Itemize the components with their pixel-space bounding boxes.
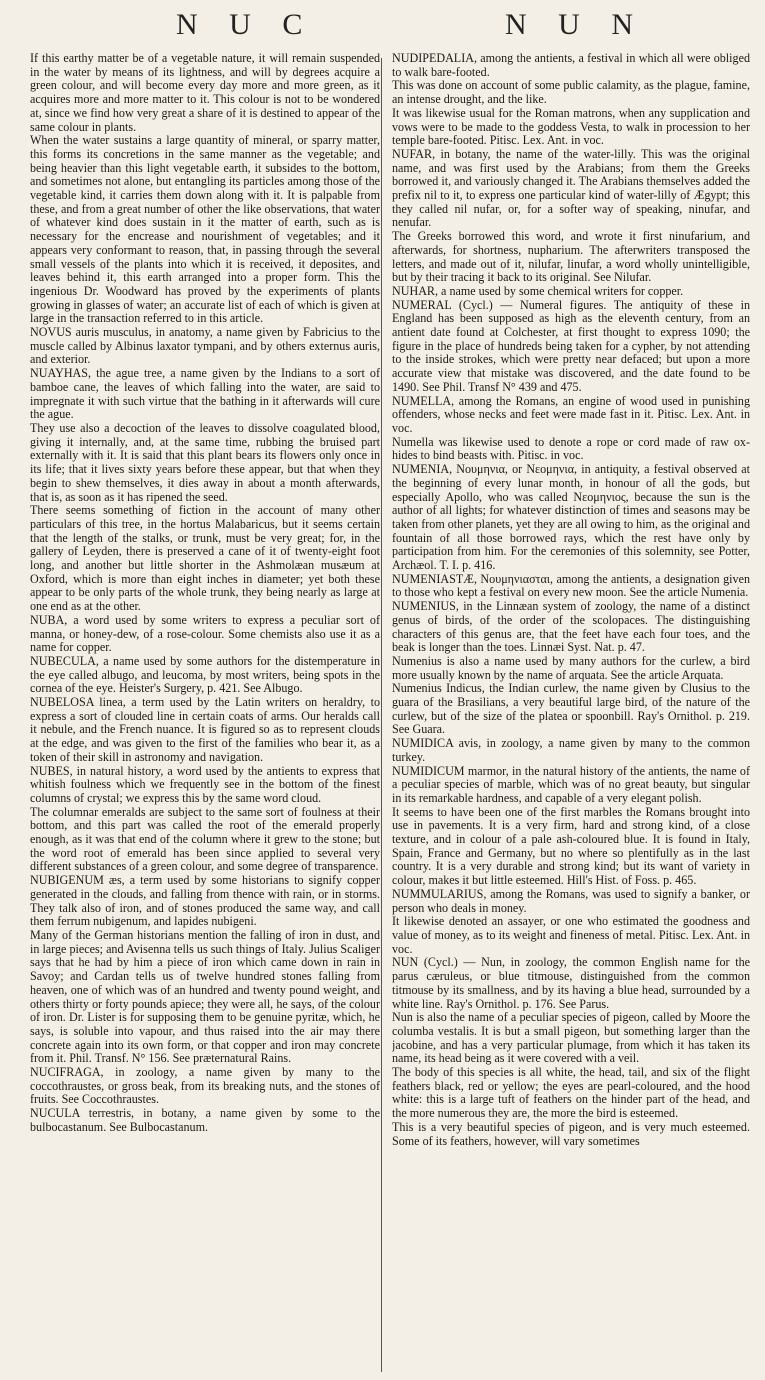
entry-paragraph: This was done on account of some public calamity, as the plague, famine, an intense drought, and the like. xyxy=(392,78,750,107)
header-left-word: N U C xyxy=(176,8,315,41)
entry-paragraph: This is a very beautiful species of pigeon, and is very much esteemed. Some of its feathers, however, will vary sometimes xyxy=(392,1119,750,1148)
running-header xyxy=(0,8,765,48)
entry-paragraph: NUBECULA, a name used by some authors for the distemperature in the eye called albugo, and leucoma, by most writers, being spots in the cornea of the eye. Heister's Surgery, p. 421. See Albugo. xyxy=(30,653,380,696)
entry-paragraph: It was likewise usual for the Roman matrons, when any supplication and vows were to be made to the goddess Vesta, to walk in procession to her temple bare-footed. Pitisc. Lex. Ant. in voc. xyxy=(392,105,750,148)
entry-paragraph: NUDIPEDALIA, among the antients, a festival in which all were obliged to walk bare-footed. xyxy=(392,52,750,79)
entry-paragraph: Numenius is also a name used by many authors for the curlew, a bird more usually known by the name of arquata. See the article Arquata. xyxy=(392,653,750,682)
column-divider xyxy=(381,58,382,1372)
entry-paragraph: Numenius Indicus, the Indian curlew, the name given by Clusius to the guara of the Brasilians, a very beautiful large bird, of the nature of the curlew, but of the size of the platea or spoonbill. Ray's Ornithol. p. 219. See Guara. xyxy=(392,681,750,737)
header-right-word: N U N xyxy=(505,8,645,41)
entry-paragraph: NUFAR, in botany, the name of the water-lilly. This was the original name, and was first used by the Arabians; from them the Greeks borrowed it, and variously changed it. The Arabians themselves added the prefix nil to it, to express one particular kind of water-lilly of Ægypt; this they called nil nufar, or, for a softer way of speaking, ninufar, and nenufar. xyxy=(392,146,750,230)
entry-paragraph: If this earthy matter be of a vegetable nature, it will remain suspended in the water by means of its lightness, and will by degrees acquire a green colour, and will become every day more and more green, as it acquires more and more matter to it. This colour is not to be wondered at, since we find how very great a share of it is destined to appear of the same colour in plants. xyxy=(30,52,380,134)
entry-paragraph: Many of the German historians mention the falling of iron in dust, and in large pieces; and Avisenna tells us such things of Italy. Julius Scaliger says that he had by him a piece of iron which came down in rain in Savoy; and Cardan tells us of twelve hundred stones falling from heaven, one of which was of an hundred and twenty pound weight, and others thirty or forty pounds apiece; they were all, he says, of the colour of iron. Dr. Lister is for supposing them to be genuine pyritæ, which, he says, is soluble into vapour, and thus raised into the air may there concrete again into its own form, or that copper and iron may concrete from it. Phil. Transf. N° 156. See præternatural Rains. xyxy=(30,928,380,1066)
entry-paragraph: NUMERAL (Cycl.) — Numeral figures. The antiquity of these in England has been supposed as high as the eleventh century, from an antient date found at Colchester, at first thought to express 1090; the figure in the place of hundreds being taken for a cypher, by not attending to the inside strokes, which were pretty near defaced; but upon a more accurate view that mistake was discovered, and the date found to be 1490. See Phil. Transf N° 439 and 475. xyxy=(392,297,750,394)
entry-paragraph: When the water sustains a large quantity of mineral, or sparry matter, this forms its concretions in the same manner as the vegetable; and being heavier than this light vegetable earth, it subsides to the bottom, and sometimes not alone, but entangling its particles among those of the vegetable kind, it carries them down along with it. It is palpable from these, and from a great number of other the like observations, that water of whatever kind does sustain in it the matter of earth, such as is necessary for the encrease and nourishment of vegetables; and it appears very conformant to reason, that, in passing through the several small vessels of the plants into which it is received, it deposites, and leaves behind it, this earth arranged into a proper form. This the ingenious Dr. Woodward has proved by the experiments of plants growing in glasses of water; an accurate list of each of which is given at large in the transaction referred to in this article. xyxy=(30,133,380,326)
entry-paragraph: The body of this species is all white, the head, tail, and six of the flight feathers black, red or yellow; the eyes are pearl-coloured, and the hood white: this is a large tuft of feathers on the hinder part of the head, and the more numerous they are, the more the bird is esteemed. xyxy=(392,1065,750,1121)
entry-paragraph: NUMELLA, among the Romans, an engine of wood used in punishing offenders, whose necks and feet were made fast in it. Pitisc. Lex. Ant. in voc. xyxy=(392,393,750,435)
entry-paragraph: NUMENIASTÆ, Νουμηνιασται, among the antients, a designation given to those who kept a festival on every new moon. See the article Numenia. xyxy=(392,571,750,600)
entry-paragraph: It seems to have been one of the first marbles the Romans brought into use in pavements. It is a very firm, hard and strong kind, of a close texture, and in colour of a pale ash-coloured blue. It is found in Italy, Spain, France and Germany, but no where so plentifully as in the last country. It is a very durable and strong kind; but its want of variety in colour, makes it but little esteemed. Hill's Hist. of Foss. p. 465. xyxy=(392,804,750,888)
entry-paragraph: NUMMULARIUS, among the Romans, was used to signify a banker, or person who deals in money. xyxy=(392,886,750,915)
entry-paragraph: NUN (Cycl.) — Nun, in zoology, the common English name for the parus cæruleus, or blue titmouse, distinguished from the common titmouse by its smallness, and by its having a blue head, surrounded by a white line. Ray's Ornithol. p. 176. See Parus. xyxy=(392,955,750,1011)
entry-paragraph: NUBELOSA linea, a term used by the Latin writers on heraldry, to express a sort of clouded line in certain coats of arms. Our heralds call it nebule, and the French nuance. It is figured so as to represent clouds at the edge, and was given to the first of the families who bear it, as a token of their skill in astronomy and navigation. xyxy=(30,695,380,764)
entry-paragraph: It likewise denoted an assayer, or one who estimated the goodness and value of money, as to its weight and fineness of metal. Pitisc. Lex. Ant. in voc. xyxy=(392,914,750,956)
left-column xyxy=(30,52,380,1374)
entry-paragraph: NUMENIA, Νουμηνια, or Νεομηνια, in antiquity, a festival observed at the beginning of every lunar month, in honour of all the gods, but especially Apollo, who was called Νεομηνιος, because the sun is the author of all lights; for whatever distinction of times and seasons may be taken from other planets, yet they are all owing to him, as the original and fountain of all those borrowed rays, which the rest have only by participation from him. For the ceremonies of this solemnity, see Potter, Archæol. T. I. p. 416. xyxy=(392,462,750,573)
entry-paragraph: Numella was likewise used to denote a rope or cord made of raw ox-hides to bind beasts with. Pitisc. in voc. xyxy=(392,434,750,463)
entry-paragraph: They use also a decoction of the leaves to dissolve coagulated blood, giving it internally, and, at the same time, rubbing the bruised part externally with it. It is said that this plant bears its flowers only once in its life; that it lives sixty years before these appear, but that when they begin to shew themselves, it dies away in about a month afterwards, that is, as soon as it has ripened the seed. xyxy=(30,420,380,504)
entry-paragraph: NUCIFRAGA, in zoology, a name given by many to the coccothraustes, or gross beak, from its breaking nuts, and the stones of fruits. See Coccothraustes. xyxy=(30,1065,380,1107)
entry-paragraph: NUBIGENUM æs, a term used by some historians to signify copper generated in the clouds, and falling from thence with rain, or in storms. They talk also of iron, and of stones produced the same way, and call them ferrum nubigenum, and lapides nubigeni. xyxy=(30,873,380,929)
entry-paragraph: Nun is also the name of a peculiar species of pigeon, called by Moore the columba vestalis. It is but a small pigeon, but something larger than the jacobine, and has a very particular plumage, from which it has taken its name, its head being as it were covered with a veil. xyxy=(392,1010,750,1066)
entry-paragraph: NOVUS auris musculus, in anatomy, a name given by Fabricius to the muscle called by Albinus laxator tympani, and by others externus auris, and exterior. xyxy=(30,325,380,367)
entry-paragraph: NUMIDICUM marmor, in the natural history of the antients, the name of a peculiar species of marble, which was of no great beauty, but singular in its remarkable hardness, and capable of a very elegant polish. xyxy=(392,763,750,805)
entry-paragraph: NUMENIUS, in the Linnæan system of zoology, the name of a distinct genus of birds, of the order of the scolopaces. The distinguishing characters of this genus are, that the feet have each four toes, and the beak is longer than the toes. Linnæi Syst. Nat. p. 47. xyxy=(392,599,750,655)
entry-paragraph: NUBA, a word used by some writers to express a peculiar sort of manna, or honey-dew, of a rose-colour. Some chemists also use it as a name for copper. xyxy=(30,612,380,655)
entry-paragraph: NUMIDICA avis, in zoology, a name given by many to the common turkey. xyxy=(392,736,750,764)
right-column xyxy=(392,52,750,1374)
entry-paragraph: There seems something of fiction in the account of many other particulars of this tree, in the hortus Malabaricus, but it seems certain that the length of the stalks, or trunk, must be very great; for, in the gallery of Leyden, there is preserved a cane of it of twenty-eight foot long, and another but little shorter in the Ashmolæan musæum at Oxford, which is more than eight inches in diameter; yet both these appear to be only parts of the whole trunk, they being nearly as large at one end as at the other. xyxy=(30,503,380,614)
entry-paragraph: The columnar emeralds are subject to the same sort of foulness at their bottom, and this part was called the root of the emerald properly enough, as it was that end of the column where it grew to the stone; but the word root of emerald has been since applied to several very different substances of a green colour, and some degree of transparence. xyxy=(30,804,380,874)
entry-paragraph: The Greeks borrowed this word, and wrote it first ninufarium, and afterwards, for shortness, nupharium. The afterwriters transposed the letters, and made out of it, nilufar, linufar, a word wholly unintelligible, but by their tracing it back to its original. See Nilufar. xyxy=(392,229,750,285)
entry-paragraph: NUBES, in natural history, a word used by the antients to express that whitish foulness which we frequently see in the bottom of the finest columns of crystal; we express this by the same word cloud. xyxy=(30,763,380,805)
entry-paragraph: NUCULA terrestris, in botany, a name given by some to the bulbocastanum. See Bulbocastanum. xyxy=(30,1106,380,1134)
entry-paragraph: NUAYHAS, the ague tree, a name given by the Indians to a sort of bamboe cane, the leaves of which falling into the water, are said to impregnate it with such virtue that the bathing in it afterwards will cure the ague. xyxy=(30,366,380,422)
entry-paragraph: NUHAR, a name used by some chemical writers for copper. xyxy=(392,283,684,298)
